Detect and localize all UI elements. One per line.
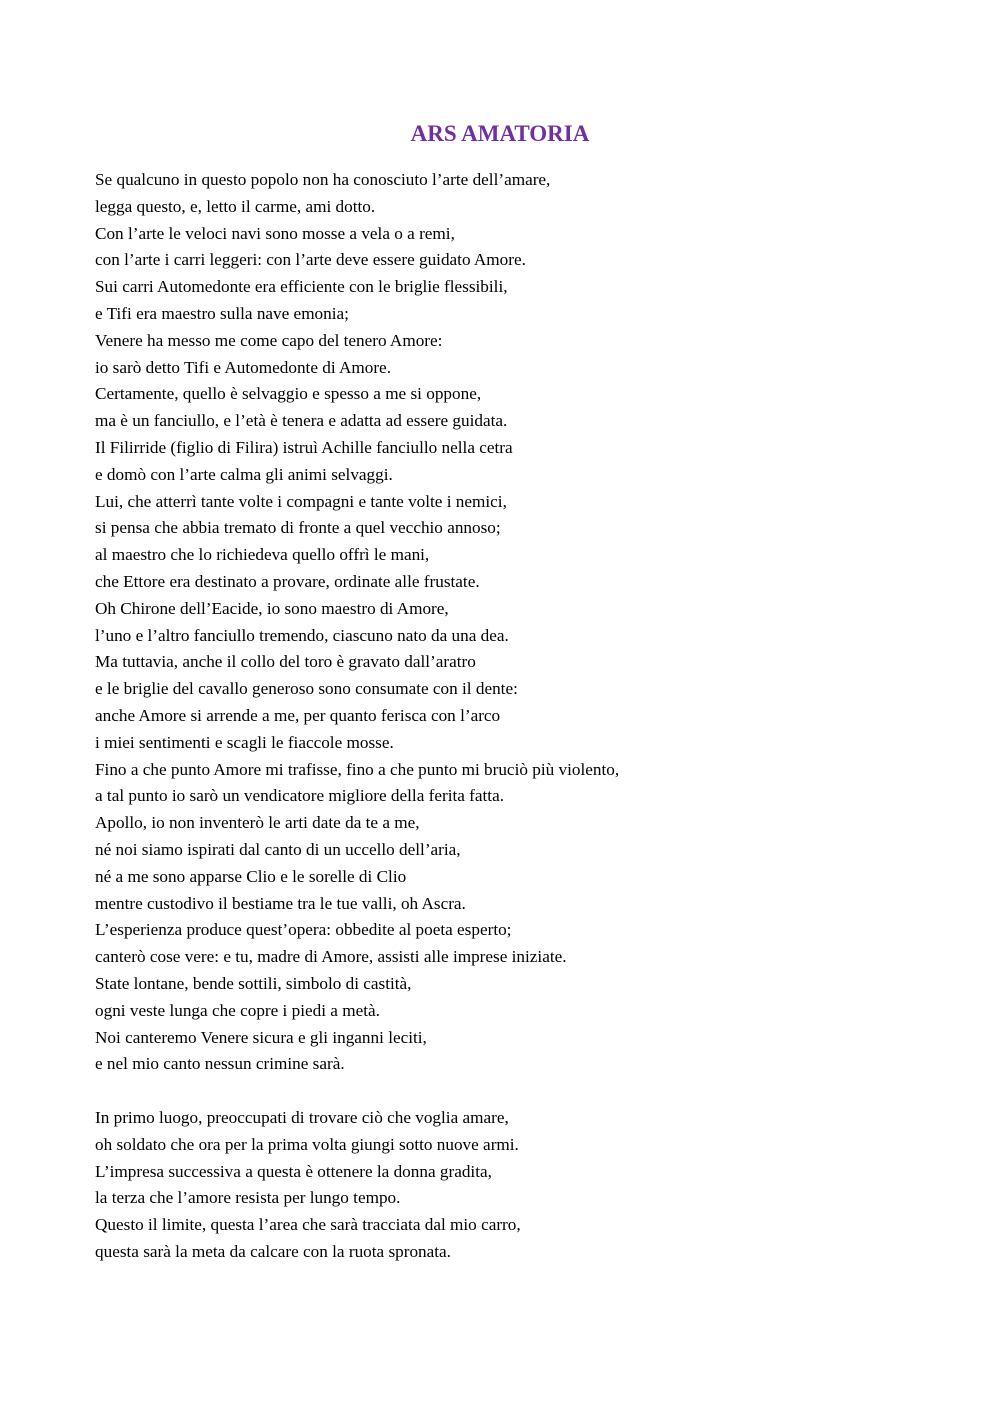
- poem-line: al maestro che lo richiedeva quello offrì le mani,: [95, 545, 430, 565]
- poem-line: a tal punto io sarò un vendicatore migliore della ferita fatta.: [95, 786, 505, 806]
- stanza-2: [95, 1105, 955, 1266]
- poem-line: né noi siamo ispirati dal canto di un uccello dell’aria,: [95, 839, 461, 859]
- poem-line: Con l’arte le veloci navi sono mosse a vela o a remi,: [95, 223, 455, 243]
- poem-line: l’uno e l’altro fanciullo tremendo, ciascuno nato da una dea.: [95, 625, 509, 645]
- poem-line: questa sarà la meta da calcare con la ruota spronata.: [95, 1241, 451, 1261]
- poem-line: Il Filirride (figlio di Filira) istruì Achille fanciullo nella cetra: [95, 437, 513, 457]
- poem-line: Certamente, quello è selvaggio e spesso a me si oppone,: [95, 384, 482, 404]
- poem-line: Venere ha messo me come capo del tenero Amore:: [95, 330, 443, 350]
- poem-line: In primo luogo, preoccupati di trovare ciò che voglia amare,: [95, 1108, 509, 1127]
- poem-title: ARS AMATORIA: [410, 121, 590, 146]
- poem-line: e le briglie del cavallo generoso sono consumate con il dente:: [95, 679, 518, 699]
- poem-line: i miei sentimenti e scagli le fiaccole mosse.: [95, 732, 394, 752]
- poem-line: né a me sono apparse Clio e le sorelle di Clio: [95, 866, 407, 886]
- poem-line: io sarò detto Tifi e Automedonte di Amore.: [95, 357, 391, 377]
- poem-line: la terza che l’amore resista per lungo tempo.: [95, 1188, 401, 1208]
- poem-line: con l’arte i carri leggeri: con l’arte deve essere guidato Amore.: [95, 250, 526, 270]
- poem-line: canterò cose vere: e tu, madre di Amore, assisti alle imprese iniziate.: [95, 947, 567, 967]
- poem-line: e nel mio canto nessun crimine sarà.: [95, 1054, 345, 1074]
- poem-line: anche Amore si arrende a me, per quanto ferisca con l’arco: [95, 705, 501, 725]
- poem-line: Se qualcuno in questo popolo non ha conosciuto l’arte dell’amare,: [95, 170, 551, 189]
- poem-line: oh soldato che ora per la prima volta giungi sotto nuove armi.: [95, 1134, 519, 1154]
- poem-line: L’esperienza produce quest’opera: obbedite al poeta esperto;: [95, 920, 512, 940]
- poem-line: legga questo, e, letto il carme, ami dotto.: [95, 196, 376, 216]
- poem-line: Sui carri Automedonte era efficiente con le briglie flessibili,: [95, 277, 508, 297]
- poem-line: Noi canteremo Venere sicura e gli inganni leciti,: [95, 1027, 427, 1047]
- poem-line: Oh Chirone dell’Eacide, io sono maestro di Amore,: [95, 598, 449, 618]
- poem-line: Fino a che punto Amore mi trafisse, fino a che punto mi bruciò più violento,: [95, 759, 620, 779]
- poem-line: Questo il limite, questa l’area che sarà tracciata dal mio carro,: [95, 1215, 521, 1235]
- poem-line: State lontane, bende sottili, simbolo di castità,: [95, 973, 412, 993]
- poem-line: ma è un fanciullo, e l’età è tenera e adatta ad essere guidata.: [95, 411, 508, 431]
- poem-line: ogni veste lunga che copre i piedi a metà.: [95, 1000, 380, 1020]
- poem-line: Lui, che atterrì tante volte i compagni e tante volte i nemici,: [95, 491, 507, 511]
- poem-line: L’impresa successiva a questa è ottenere la donna gradita,: [95, 1161, 492, 1181]
- poem-line: Apollo, io non inventerò le arti date da te a me,: [95, 813, 420, 833]
- poem-line: Ma tuttavia, anche il collo del toro è gravato dall’aratro: [95, 652, 476, 672]
- poem-line: e Tifi era maestro sulla nave emonia;: [95, 303, 349, 323]
- poem-line: che Ettore era destinato a provare, ordinate alle frustate.: [95, 571, 480, 591]
- stanza-1: [95, 167, 955, 1078]
- poem-line: si pensa che abbia tremato di fronte a quel vecchio annoso;: [95, 518, 501, 538]
- poem-line: e domò con l’arte calma gli animi selvaggi.: [95, 464, 393, 484]
- poem-line: mentre custodivo il bestiame tra le tue valli, oh Ascra.: [95, 893, 466, 913]
